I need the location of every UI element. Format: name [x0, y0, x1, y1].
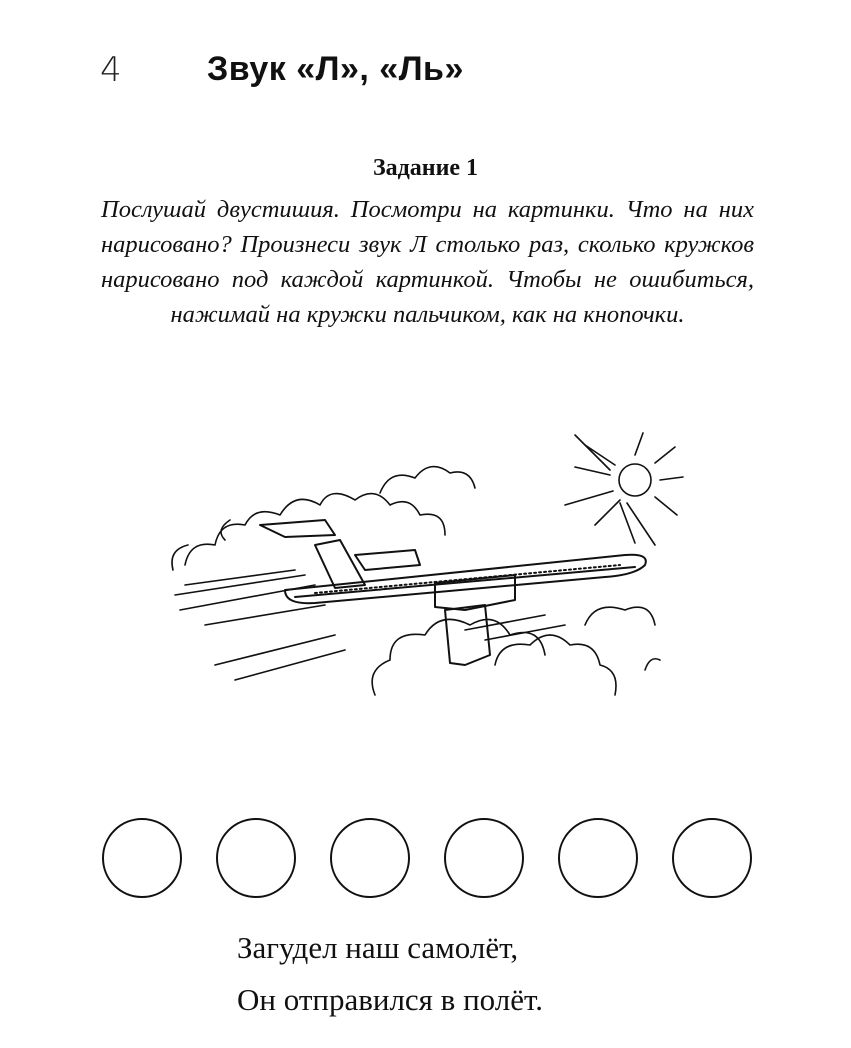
airplane-illustration — [165, 425, 685, 710]
counter-circle[interactable] — [444, 818, 524, 898]
clouds-top — [172, 467, 475, 570]
poem — [237, 922, 543, 1026]
sound-counter-circles — [100, 818, 760, 902]
page-number: 4 — [100, 50, 122, 90]
counter-circle[interactable] — [330, 818, 410, 898]
counter-circle[interactable] — [216, 818, 296, 898]
sun-icon — [565, 433, 683, 545]
poem-line-2: Он отправился в полёт. — [237, 982, 543, 1017]
airplane-icon — [260, 520, 646, 665]
page-title: Звук «Л», «Ль» — [207, 50, 464, 88]
task-instructions: Послушай двустишия. Посмотри на картинки. Что на них нарисовано? Произнеси звук Л столько раз, сколько кружков нарисовано под каждой картинкой. Чтобы не ошибиться, нажимай на кружки пальчиком, как на кнопочки. — [101, 196, 754, 328]
task-title: Задание 1 — [372, 155, 479, 181]
counter-circle[interactable] — [558, 818, 638, 898]
counter-circle[interactable] — [102, 818, 182, 898]
counter-circle[interactable] — [672, 818, 752, 898]
poem-line-1: Загудел наш самолёт, — [237, 930, 519, 965]
